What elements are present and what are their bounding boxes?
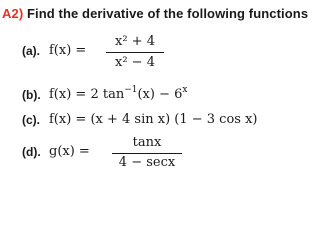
problem-a-lhs: f(x) =: [49, 43, 87, 58]
problem-b-inverse-superscript: −1: [124, 85, 138, 95]
problem-c-expression: f(x) = (x + 4 sin x) (1 − 3 cos x): [49, 112, 258, 127]
problem-c-label: (c).: [22, 113, 40, 127]
problem-a-label: (a).: [22, 44, 40, 58]
problem-d-lhs: g(x) =: [49, 144, 90, 159]
problem-a-numerator: x² + 4: [115, 34, 155, 49]
problem-b-label: (b).: [22, 88, 41, 102]
problem-b-expression: [49, 87, 187, 102]
problem-a-denominator: x² − 4: [115, 55, 155, 70]
problem-d-numerator: tanx: [132, 135, 162, 150]
question-heading: [2, 6, 308, 21]
problem-b-exponent: x: [182, 85, 188, 95]
problem-b-mid: (x) − 6: [137, 87, 183, 102]
problem-d-label: (d).: [22, 145, 41, 159]
question-text: Find the derivative of the following functions: [26, 6, 309, 21]
problem-b-prefix: f(x) = 2 tan: [49, 87, 125, 102]
problem-d-denominator: 4 − secx: [118, 155, 176, 169]
question-number: A2): [2, 6, 24, 21]
problem-d-fraction-bar: [112, 153, 182, 154]
problem-a-fraction-bar: [106, 52, 164, 53]
